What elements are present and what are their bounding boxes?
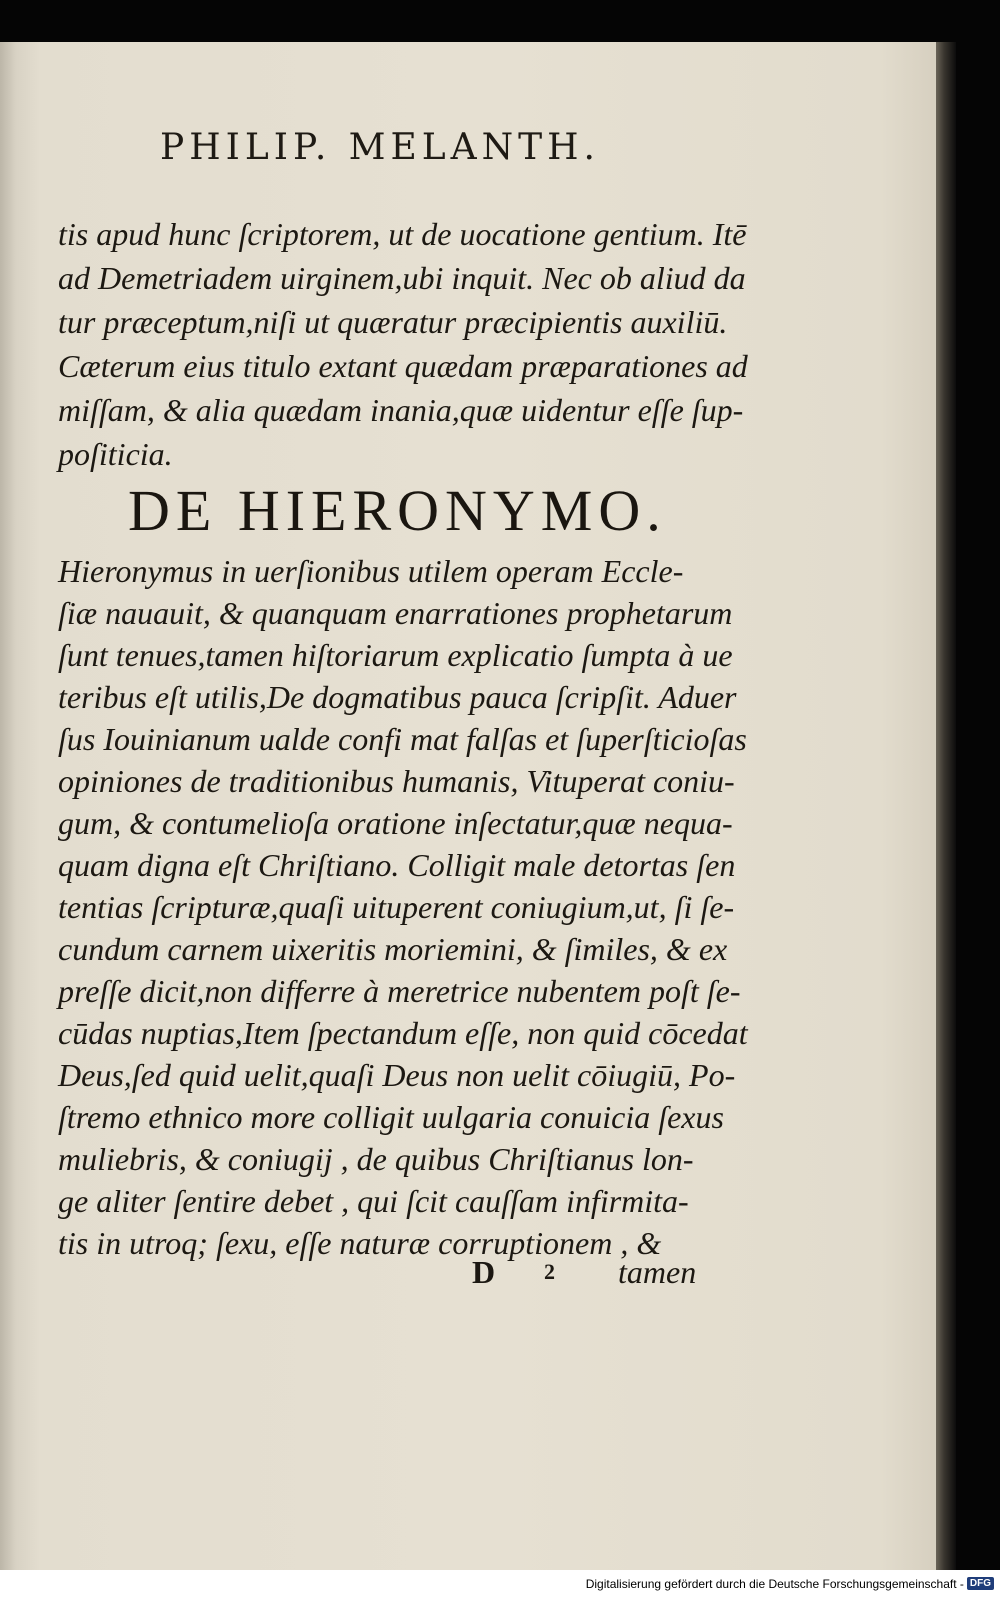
text-line: tentias ſcripturæ,quaſi uituperent coniugium,ut, ſi ſe-	[58, 889, 735, 925]
running-head-right: MELANTH.	[348, 126, 600, 168]
signature-number: 2	[544, 1259, 555, 1284]
text-line: poſiticia.	[58, 436, 173, 472]
text-line: tur præceptum,niſi ut quæratur præcipientis auxiliū.	[58, 304, 728, 340]
running-head-left: PHILIP.	[160, 126, 332, 168]
text-line: ge aliter ſentire debet , qui ſcit cauſſam infirmita-	[58, 1183, 689, 1219]
footer-text: Digitalisierung gefördert durch die Deutsche Forschungsgemeinschaft -	[585, 1576, 964, 1591]
text-line: ſtremo ethnico more colligit uulgaria conuicia ſexus	[58, 1099, 724, 1135]
text-line: Deus,ſed quid uelit,quaſi Deus non uelit cōiugiū, Po-	[58, 1057, 736, 1093]
page-edge	[936, 42, 956, 1570]
text-line: quam digna eſt Chriſtiano. Colligit male detortas ſen	[58, 847, 736, 883]
text-line: Hieronymus in uerſionibus utilem operam Eccle-	[58, 553, 684, 589]
text-line: tis apud hunc ſcriptorem, ut de uocatione gentium. Itē	[58, 216, 747, 252]
dfg-logo: DFG	[967, 1577, 994, 1590]
text-line: miſſam, & alia quædam inania,quæ uidentur eſſe ſup-	[58, 392, 744, 428]
text-line: Cæterum eius titulo extant quædam præparationes ad	[58, 348, 748, 384]
text-line: cūdas nuptias,Item ſpectandum eſſe, non quid cōcedat	[58, 1015, 748, 1051]
text-line: gum, & contumelioſa oratione inſectatur,quæ nequa-	[58, 805, 733, 841]
text-line: cundum carnem uixeritis moriemini, & ſimiles, & ex	[58, 931, 728, 967]
text-line: ſiæ nauauit, & quanquam enarrationes prophetarum	[58, 595, 733, 631]
section-heading: DE HIERONYMO.	[128, 478, 667, 543]
text-line: ſus Iouinianum ualde confi mat falſas et ſuperſticioſas	[58, 721, 747, 757]
paragraph-1	[58, 212, 748, 476]
text-line: ſunt tenues,tamen hiſtoriarum explicatio ſumpta à ue	[58, 637, 733, 673]
text-line: ad Demetriadem uirginem,ubi inquit. Nec ob aliud da	[58, 260, 746, 296]
catchword: tamen	[618, 1254, 697, 1290]
digitization-footer	[0, 1570, 1000, 1597]
signature-mark: D	[472, 1254, 496, 1290]
text-line: opiniones de traditionibus humanis, Vituperat coniu-	[58, 763, 735, 799]
text-line: teribus eſt utilis,De dogmatibus pauca ſcripſit. Aduer	[58, 679, 737, 715]
text-line: muliebris, & coniugij , de quibus Chriſtianus lon-	[58, 1141, 694, 1177]
paragraph-2	[58, 550, 748, 1264]
text-line: tis in utroq; ſexu, eſſe naturæ corruptionem , &	[58, 1225, 662, 1261]
running-head	[160, 122, 600, 172]
text-line: preſſe dicit,non differre à meretrice nubentem poſt ſe-	[58, 973, 741, 1009]
